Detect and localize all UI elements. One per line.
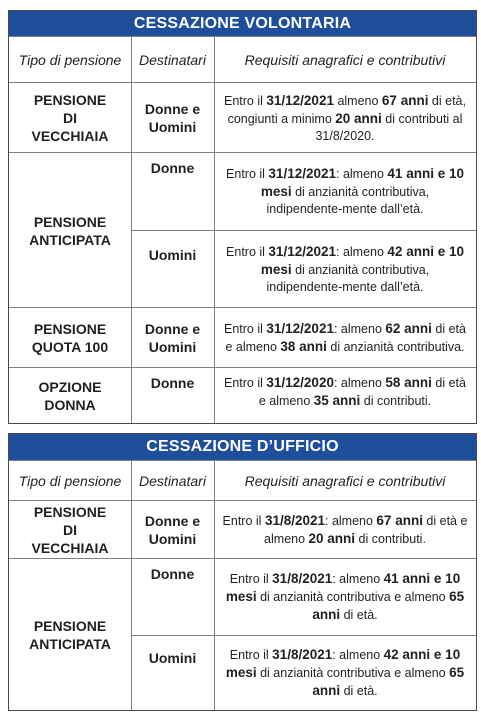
table-row — [9, 307, 476, 367]
header-row — [9, 460, 476, 500]
col-header-tipo: Tipo di pensione — [18, 51, 122, 68]
requirements: Entro il 31/12/2020: almeno 58 anni di età e almeno 35 anni di contributi. — [224, 375, 466, 408]
recipients: Donne e Uomini — [144, 513, 201, 547]
requirements: Entro il 31/12/2021: almeno 62 anni di età e almeno 38 anni di anzianità contributiva. — [224, 321, 466, 354]
recipients: Donne — [150, 375, 195, 391]
header-row — [9, 36, 476, 82]
recipients: Donne — [150, 160, 195, 176]
column-divider — [131, 460, 132, 710]
table-row — [9, 82, 476, 152]
col-header-requisiti: Requisiti anagrafici e contributivi — [244, 472, 446, 489]
pension-type: PENSIONE DI VECCHIAIA — [31, 92, 109, 144]
recipients: Uomini — [148, 247, 197, 263]
requirements: Entro il 31/12/2021: almeno 41 anni e 10 mesi di anzianità contributiva, indipendente-mente dall’età. — [226, 166, 464, 216]
pension-type: PENSIONE ANTICIPATA — [29, 213, 111, 248]
requirements: Entro il 31/12/2021: almeno 42 anni e 10 mesi di anzianità contributiva, indipendente-mente dall’età. — [226, 243, 464, 294]
pension-type: OPZIONE DONNA — [38, 379, 102, 413]
column-divider — [131, 36, 132, 423]
table-row — [9, 152, 476, 307]
column-divider — [214, 36, 215, 423]
pension-type: PENSIONE DI VECCHIAIA — [31, 504, 109, 556]
col-header-destinatari: Destinatari — [139, 472, 206, 489]
recipients: Donne e Uomini — [144, 101, 201, 135]
table-row — [9, 500, 476, 558]
recipients: Donne e Uomini — [144, 321, 201, 355]
col-header-destinatari: Destinatari — [139, 51, 206, 68]
requirements: Entro il 31/8/2021: almeno 41 anni e 10 mesi di anzianità contributiva e almeno 65 anni di età. — [225, 571, 465, 622]
requirements: Entro il 31/12/2021 almeno 67 anni di età, congiunti a minimo 20 anni di contributi al 31/8/2020. — [224, 92, 466, 143]
table-cessazione-ufficio — [8, 433, 477, 711]
table-row — [9, 367, 476, 423]
table-title: CESSAZIONE D’UFFICIO — [9, 434, 476, 460]
pension-type: PENSIONE QUOTA 100 — [31, 321, 109, 355]
requirements: Entro il 31/8/2021: almeno 67 anni di età e almeno 20 anni di contributi. — [222, 513, 468, 546]
col-header-requisiti: Requisiti anagrafici e contributivi — [244, 51, 446, 68]
pension-type: PENSIONE ANTICIPATA — [29, 618, 111, 652]
recipients: Uomini — [148, 650, 197, 666]
table-title: CESSAZIONE VOLONTARIA — [9, 11, 476, 36]
table-cessazione-volontaria — [8, 10, 477, 424]
column-divider — [214, 460, 215, 710]
col-header-tipo: Tipo di pensione — [18, 472, 122, 489]
recipients: Donne — [150, 566, 195, 582]
requirements: Entro il 31/8/2021: almeno 42 anni e 10 mesi di anzianità contributiva e almeno 65 anni di età. — [225, 647, 465, 698]
table-row — [9, 558, 476, 710]
